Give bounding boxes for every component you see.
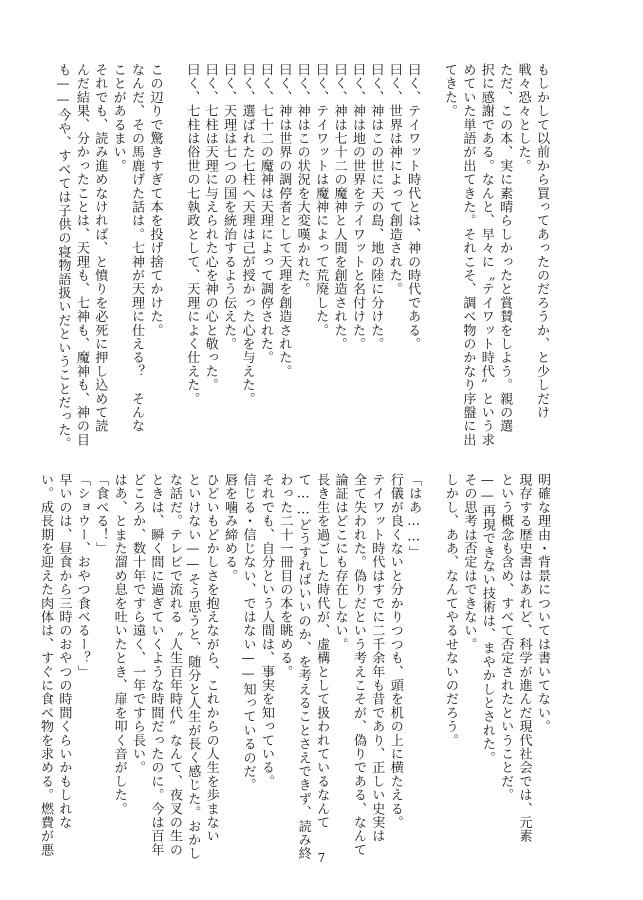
top-text-block	[53, 63, 550, 451]
text-line: ことがあるまい。	[110, 63, 126, 173]
text-line: て……どうすればいいのか、を考えることさえできず、読み終	[295, 473, 311, 861]
text-line: それでも、自分という人間は、事実を知っている。	[258, 473, 274, 789]
text-line: 曰く、神は地の世界をテイワットと名付けた。	[349, 63, 365, 351]
text-line: 曰く、七十二の魔神は天理によって調停された。	[257, 63, 273, 365]
text-line	[422, 473, 440, 845]
text-line: ただ、この本、実に素晴らしかったと賞賛をしよう。親の選	[497, 63, 513, 433]
text-line: 明確な理由・背景については書いてない。	[535, 473, 550, 734]
text-line: テイワット時代はすでに二千余年も昔であり、正しい史実は	[369, 473, 385, 843]
text-line: といけない——そう思うと、随分と人生が長く感じた。おかし	[185, 473, 201, 861]
text-line: 長き生を過ごした時代が、虚構として扱われているなんて	[314, 473, 330, 830]
text-line: ——再現できない技術は、まやかしとされた。	[479, 473, 495, 765]
text-line: 唇を噛み締める。	[222, 473, 238, 583]
text-line: 論証はどこにも存在しない。	[332, 473, 348, 652]
text-line: この辺りで驚きすぎて本を投げ捨てかけた。	[147, 63, 163, 337]
text-line: 曰く、世界は神によって創造された。	[386, 63, 402, 296]
text-line: 択に感謝である。なんと、早々に〝テイワット時代〟という求	[478, 63, 494, 447]
text-line: もしかして以前から買ってあったのだろうか、と少しだけ	[534, 63, 549, 420]
text-line: 「はあ……」	[406, 473, 422, 559]
text-line: 曰く、神はこの世に天の島、地の陸に分けた。	[368, 63, 384, 351]
text-line: しかし、ああ、なんてやるせないのだろう。	[442, 473, 458, 747]
text-line: なんだ、その馬鹿げた話は。七神が天理に仕える？ そんな	[129, 63, 145, 433]
text-line: 曰く、神はこの状況を大変嘆かれた。	[294, 63, 310, 296]
text-line: 全て失われた。偽りだという考えこそが、偽りである、なんて	[350, 473, 366, 857]
text-line: 行儀が良くないと分かりつつも、頭を机の上に横たえる。	[387, 473, 403, 830]
text-line: どころか、数十年ですら遠く、一年ですら長い。	[130, 473, 146, 775]
text-line: な話だ。テレビで流れる〝人生百年時代〟なんて、夜叉の生の	[166, 473, 182, 857]
text-line: 曰く、天理は七つの国を統治するよう伝えた。	[221, 63, 237, 351]
text-line: 信じる・信じない、ではない——知っているのだ。	[240, 473, 256, 792]
text-line: んだ結果、分かったことは、天理も、七神も、魔神も、神の目	[73, 63, 89, 447]
text-line: 曰く、テイワット時代とは、神の時代である。	[405, 63, 421, 351]
text-line	[164, 63, 182, 431]
text-line: ときは、瞬く間に過ぎていくような時間だったのに。今は百年	[148, 473, 164, 857]
text-line	[421, 63, 439, 431]
text-line: 曰く、神は世界の調停者として天理を創造された。	[276, 63, 292, 379]
text-line: わった二十一冊目の本を眺める。	[277, 473, 293, 679]
text-line: 曰く、神は七十二の魔神と人間を創造された。	[331, 63, 347, 351]
text-line: 曰く、テイワットは魔神によって荒廃した。	[313, 63, 329, 337]
text-line: ひどいもどかしさを抱えながら、これからの人生を歩まない	[203, 473, 219, 843]
text-line: 曰く、七柱は俗世の七執政として、天理によく仕えた。	[184, 63, 200, 406]
text-line: 「ショウー、おやつ食べるー？」	[74, 473, 90, 679]
text-line: 早いのは、昼食から三時のおやつの時間くらいかもしれな	[56, 473, 72, 830]
text-line: その思考は否定はできない。	[461, 473, 477, 652]
bottom-text-block	[36, 473, 551, 861]
text-line: い。成長期を迎えた肉体は、すぐに食べ物を求める。燃費が悪	[38, 473, 54, 857]
text-line: 戦々恐々とした。	[515, 63, 531, 173]
text-line: 「食べる！」	[93, 473, 109, 556]
text-line: 曰く、選ばれた七柱へ天理は己が授かった心を与えた。	[239, 63, 255, 406]
text-line: 現存する歴史書はあれど、科学が進んだ現代社会では、元素	[516, 473, 532, 843]
text-line: という概念も含め、すべて否定されたということだ。	[498, 473, 514, 802]
text-line: めていた単語が出てきた。それこそ、調べ物のかなり序盤に出	[460, 63, 476, 447]
text-line: も——今や、すべては子供の寝物語扱いだということだった。	[55, 63, 71, 451]
text-line: それでも、読み進めなければ、と憤りを必死に押し込めて読	[92, 63, 108, 433]
text-line: てきた。	[441, 63, 457, 118]
page-number: 7	[317, 851, 326, 865]
text-line: 曰く、七柱は天理に与えられた心を神の心と敬った。	[202, 63, 218, 392]
text-line: はあ、とまた溜め息を吐いたとき、扉を叩く音がした。	[111, 473, 127, 816]
